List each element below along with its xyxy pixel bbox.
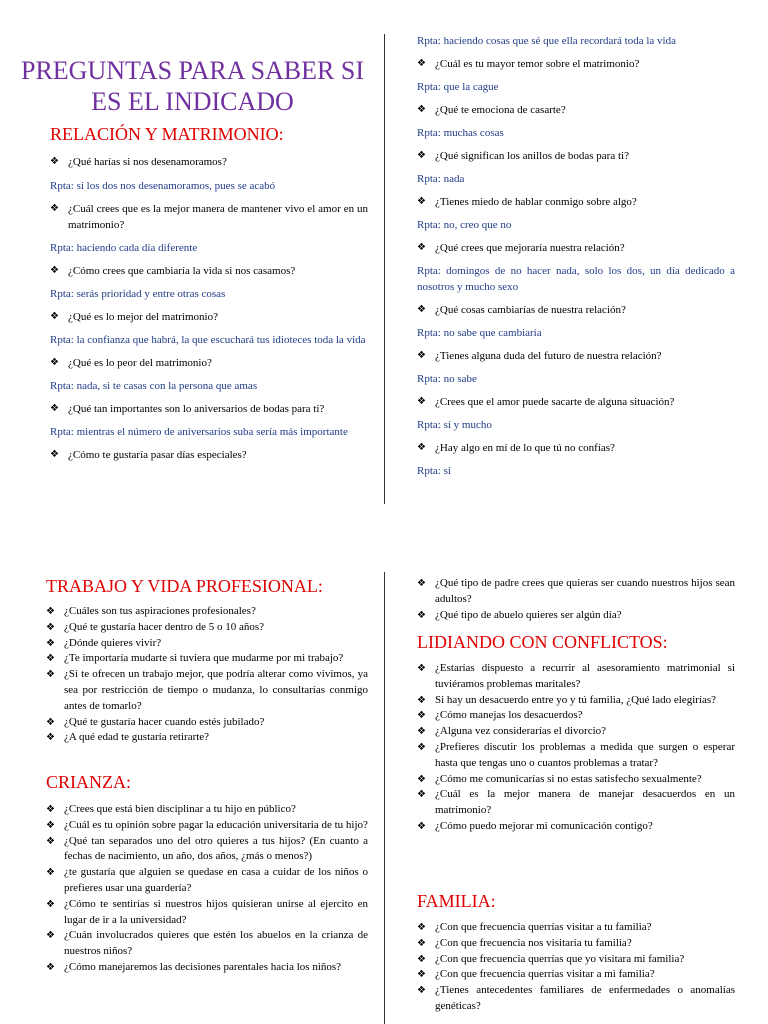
question-item: ❖ ¿Qué tan importantes son lo aniversarios de bodas para ti? bbox=[50, 401, 368, 417]
question-item: ❖ ¿Cuál es la mejor manera de manejar desacuerdos en un matrimonio? bbox=[417, 787, 735, 819]
question-item: ❖ ¿Cómo puedo mejorar mi comunicación contigo? bbox=[417, 819, 735, 835]
crianza-list bbox=[46, 802, 368, 976]
question-item: ❖ ¿Qué te gustaría hacer dentro de 5 o 10 años? bbox=[46, 620, 368, 636]
answer-item: Rpta: que la cague bbox=[417, 81, 499, 93]
page2-column-divider bbox=[384, 572, 385, 1024]
question-item: ❖ ¿Qué tan separados uno del otro quieres a tus hijos? (En cuanto a fechas de nacimiento, un año, dos años, ¿más o menos?) bbox=[46, 834, 368, 866]
question-item: ❖ ¿Alguna vez considerarías el divorcio? bbox=[417, 724, 735, 740]
section-title-trabajo: TRABAJO Y VIDA PROFESIONAL: bbox=[46, 576, 323, 596]
answer-item: Rpta: no sabe bbox=[417, 373, 477, 385]
answer-item: Rpta: haciendo cosas que sé que ella recordará toda la vida bbox=[417, 35, 676, 47]
answer-item: Rpta: haciendo cada día diferente bbox=[50, 242, 198, 254]
question-item: ❖ ¿te gustaría que alguien se quedase en casa a cuidar de los niños o prefieres usar una guardería? bbox=[46, 865, 368, 897]
question-item: ❖ ¿Cuál crees que es la mejor manera de mantener vivo el amor en un matrimonio? bbox=[50, 201, 368, 233]
question-item: ❖ ¿Qué te gustaría hacer cuando estés jubilado? bbox=[46, 715, 368, 731]
question-item: ❖ ¿Cómo te sentirías si nuestros hijos quisieran unirse al ejercito en lugar de ir a la universidad? bbox=[46, 897, 368, 929]
answer-item: Rpta: domingos de no hacer nada, solo los dos, un día dedicado a nosotros y mucho sexo bbox=[417, 265, 735, 293]
question-item: ❖ ¿Cuán involucrados quieres que estén los abuelos en la crianza de nuestros niños? bbox=[46, 928, 368, 960]
section-title-crianza: CRIANZA: bbox=[46, 772, 131, 792]
answer-item: Rpta: la confianza que habrá, la que escuchará tus idioteces toda la vida bbox=[50, 334, 366, 346]
question-item: ❖ ¿Cómo te gustaría pasar días especiales? bbox=[50, 447, 368, 463]
question-item: ❖ ¿Con que frecuencia querrías visitar a tu familia? bbox=[417, 920, 735, 936]
conflictos-list bbox=[417, 661, 735, 835]
section-title-conflictos: LIDIANDO CON CONFLICTOS: bbox=[417, 632, 668, 652]
question-item: ❖ ¿Qué crees que mejoraría nuestra relación? bbox=[417, 240, 735, 256]
question-item: ❖ ¿Cuál es tu opinión sobre pagar la educación universitaria de tu hijo? bbox=[46, 818, 368, 834]
question-item: ❖ ¿Prefieres discutir los problemas a medida que surgen o esperar hasta que tengas uno o cuantos problemas a tratar? bbox=[417, 740, 735, 772]
question-item: ❖ ¿Qué es lo mejor del matrimonio? bbox=[50, 309, 368, 325]
question-item: ❖ ¿Qué te emociona de casarte? bbox=[417, 102, 735, 118]
question-item: ❖ ¿Crees que está bien disciplinar a tu hijo en público? bbox=[46, 802, 368, 818]
question-item: ❖ ¿Qué es lo peor del matrimonio? bbox=[50, 355, 368, 371]
question-item: ❖ ¿Tienes antecedentes familiares de enfermedades o anomalías genéticas? bbox=[417, 983, 735, 1015]
page1-left-column bbox=[50, 154, 368, 463]
question-item: ❖ ¿Qué harías si nos desenamoramos? bbox=[50, 154, 368, 170]
answer-item: Rpta: si los dos nos desenamoramos, pues se acabó bbox=[50, 180, 276, 192]
answer-item: Rpta: sí bbox=[417, 465, 451, 477]
page-title: PREGUNTAS PARA SABER SI ES EL INDICADO bbox=[20, 56, 364, 116]
answer-item: Rpta: no sabe que cambiaría bbox=[417, 327, 542, 339]
section-title-familia: FAMILIA: bbox=[417, 891, 496, 911]
question-item: ❖ ¿Qué tipo de abuelo quieres ser algún día? bbox=[417, 608, 735, 624]
answer-item: Rpta: no, creo que no bbox=[417, 219, 512, 231]
question-item: ❖ ¿Crees que el amor puede sacarte de alguna situación? bbox=[417, 394, 735, 410]
question-item: ❖ ¿Con que frecuencia nos visitaría tu familia? bbox=[417, 936, 735, 952]
question-item: ❖ ¿Con que frecuencia querrías que yo visitara mi familia? bbox=[417, 952, 735, 968]
answer-item: Rpta: serás prioridad y entre otras cosas bbox=[50, 288, 226, 300]
question-item: ❖ ¿Con que frecuencia querrías visitar a mi familia? bbox=[417, 967, 735, 983]
question-item: ❖ ¿Tienes alguna duda del futuro de nuestra relación? bbox=[417, 348, 735, 364]
familia-list bbox=[417, 920, 735, 1015]
question-item: ❖ ¿Qué cosas cambiarías de nuestra relación? bbox=[417, 302, 735, 318]
question-item: ❖ ¿Cómo me comunicarías si no estas satisfecho sexualmente? bbox=[417, 772, 735, 788]
question-item: ❖ ¿Tienes miedo de hablar conmigo sobre algo? bbox=[417, 194, 735, 210]
page1-right-column bbox=[417, 33, 735, 479]
question-item: ❖ ¿Te importaría mudarte si tuviera que mudarme por mi trabajo? bbox=[46, 651, 368, 667]
question-item: ❖ ¿Cómo manejas los desacuerdos? bbox=[417, 708, 735, 724]
answer-item: Rpta: mientras el número de aniversarios suba sería más importante bbox=[50, 426, 348, 438]
page1-column-divider bbox=[384, 34, 385, 504]
crianza-continued-list bbox=[417, 576, 735, 623]
question-item: ❖ ¿Cuáles son tus aspiraciones profesionales? bbox=[46, 604, 368, 620]
answer-item: Rpta: sí y mucho bbox=[417, 419, 492, 431]
trabajo-list bbox=[46, 604, 368, 746]
answer-item: Rpta: nada bbox=[417, 173, 465, 185]
question-item: ❖ ¿Si te ofrecen un trabajo mejor, que podría alterar como vivimos, ya sea por restricción de tiempo o mudanza, lo consultarías conmigo antes de tomarlo? bbox=[46, 667, 368, 714]
question-item: ❖ ¿Estarías dispuesto a recurrir al asesoramiento matrimonial si tuviéramos problemas maritales? bbox=[417, 661, 735, 693]
question-item: ❖ ¿Qué significan los anillos de bodas para ti? bbox=[417, 148, 735, 164]
question-item: ❖ ¿A qué edad te gustaría retirarte? bbox=[46, 730, 368, 746]
question-item: ❖ ¿Hay algo en mí de lo que tú no confías? bbox=[417, 440, 735, 456]
section-title-relacion: RELACIÓN Y MATRIMONIO: bbox=[50, 124, 284, 144]
question-item: ❖ ¿Dónde quieres vivir? bbox=[46, 636, 368, 652]
question-item: ❖ ¿Cómo crees que cambiaría la vida si nos casamos? bbox=[50, 263, 368, 279]
answer-item: Rpta: nada, si te casas con la persona que amas bbox=[50, 380, 258, 392]
answer-item: Rpta: muchas cosas bbox=[417, 127, 504, 139]
question-item: ❖ ¿Cómo manejaremos las decisiones parentales hacia los niños? bbox=[46, 960, 368, 976]
question-item: ❖ Si hay un desacuerdo entre yo y tú familia, ¿Qué lado elegirías? bbox=[417, 693, 735, 709]
question-item: ❖ ¿Cuál es tu mayor temor sobre el matrimonio? bbox=[417, 56, 735, 72]
question-item: ❖ ¿Qué tipo de padre crees que quieras ser cuando nuestros hijos sean adultos? bbox=[417, 576, 735, 608]
